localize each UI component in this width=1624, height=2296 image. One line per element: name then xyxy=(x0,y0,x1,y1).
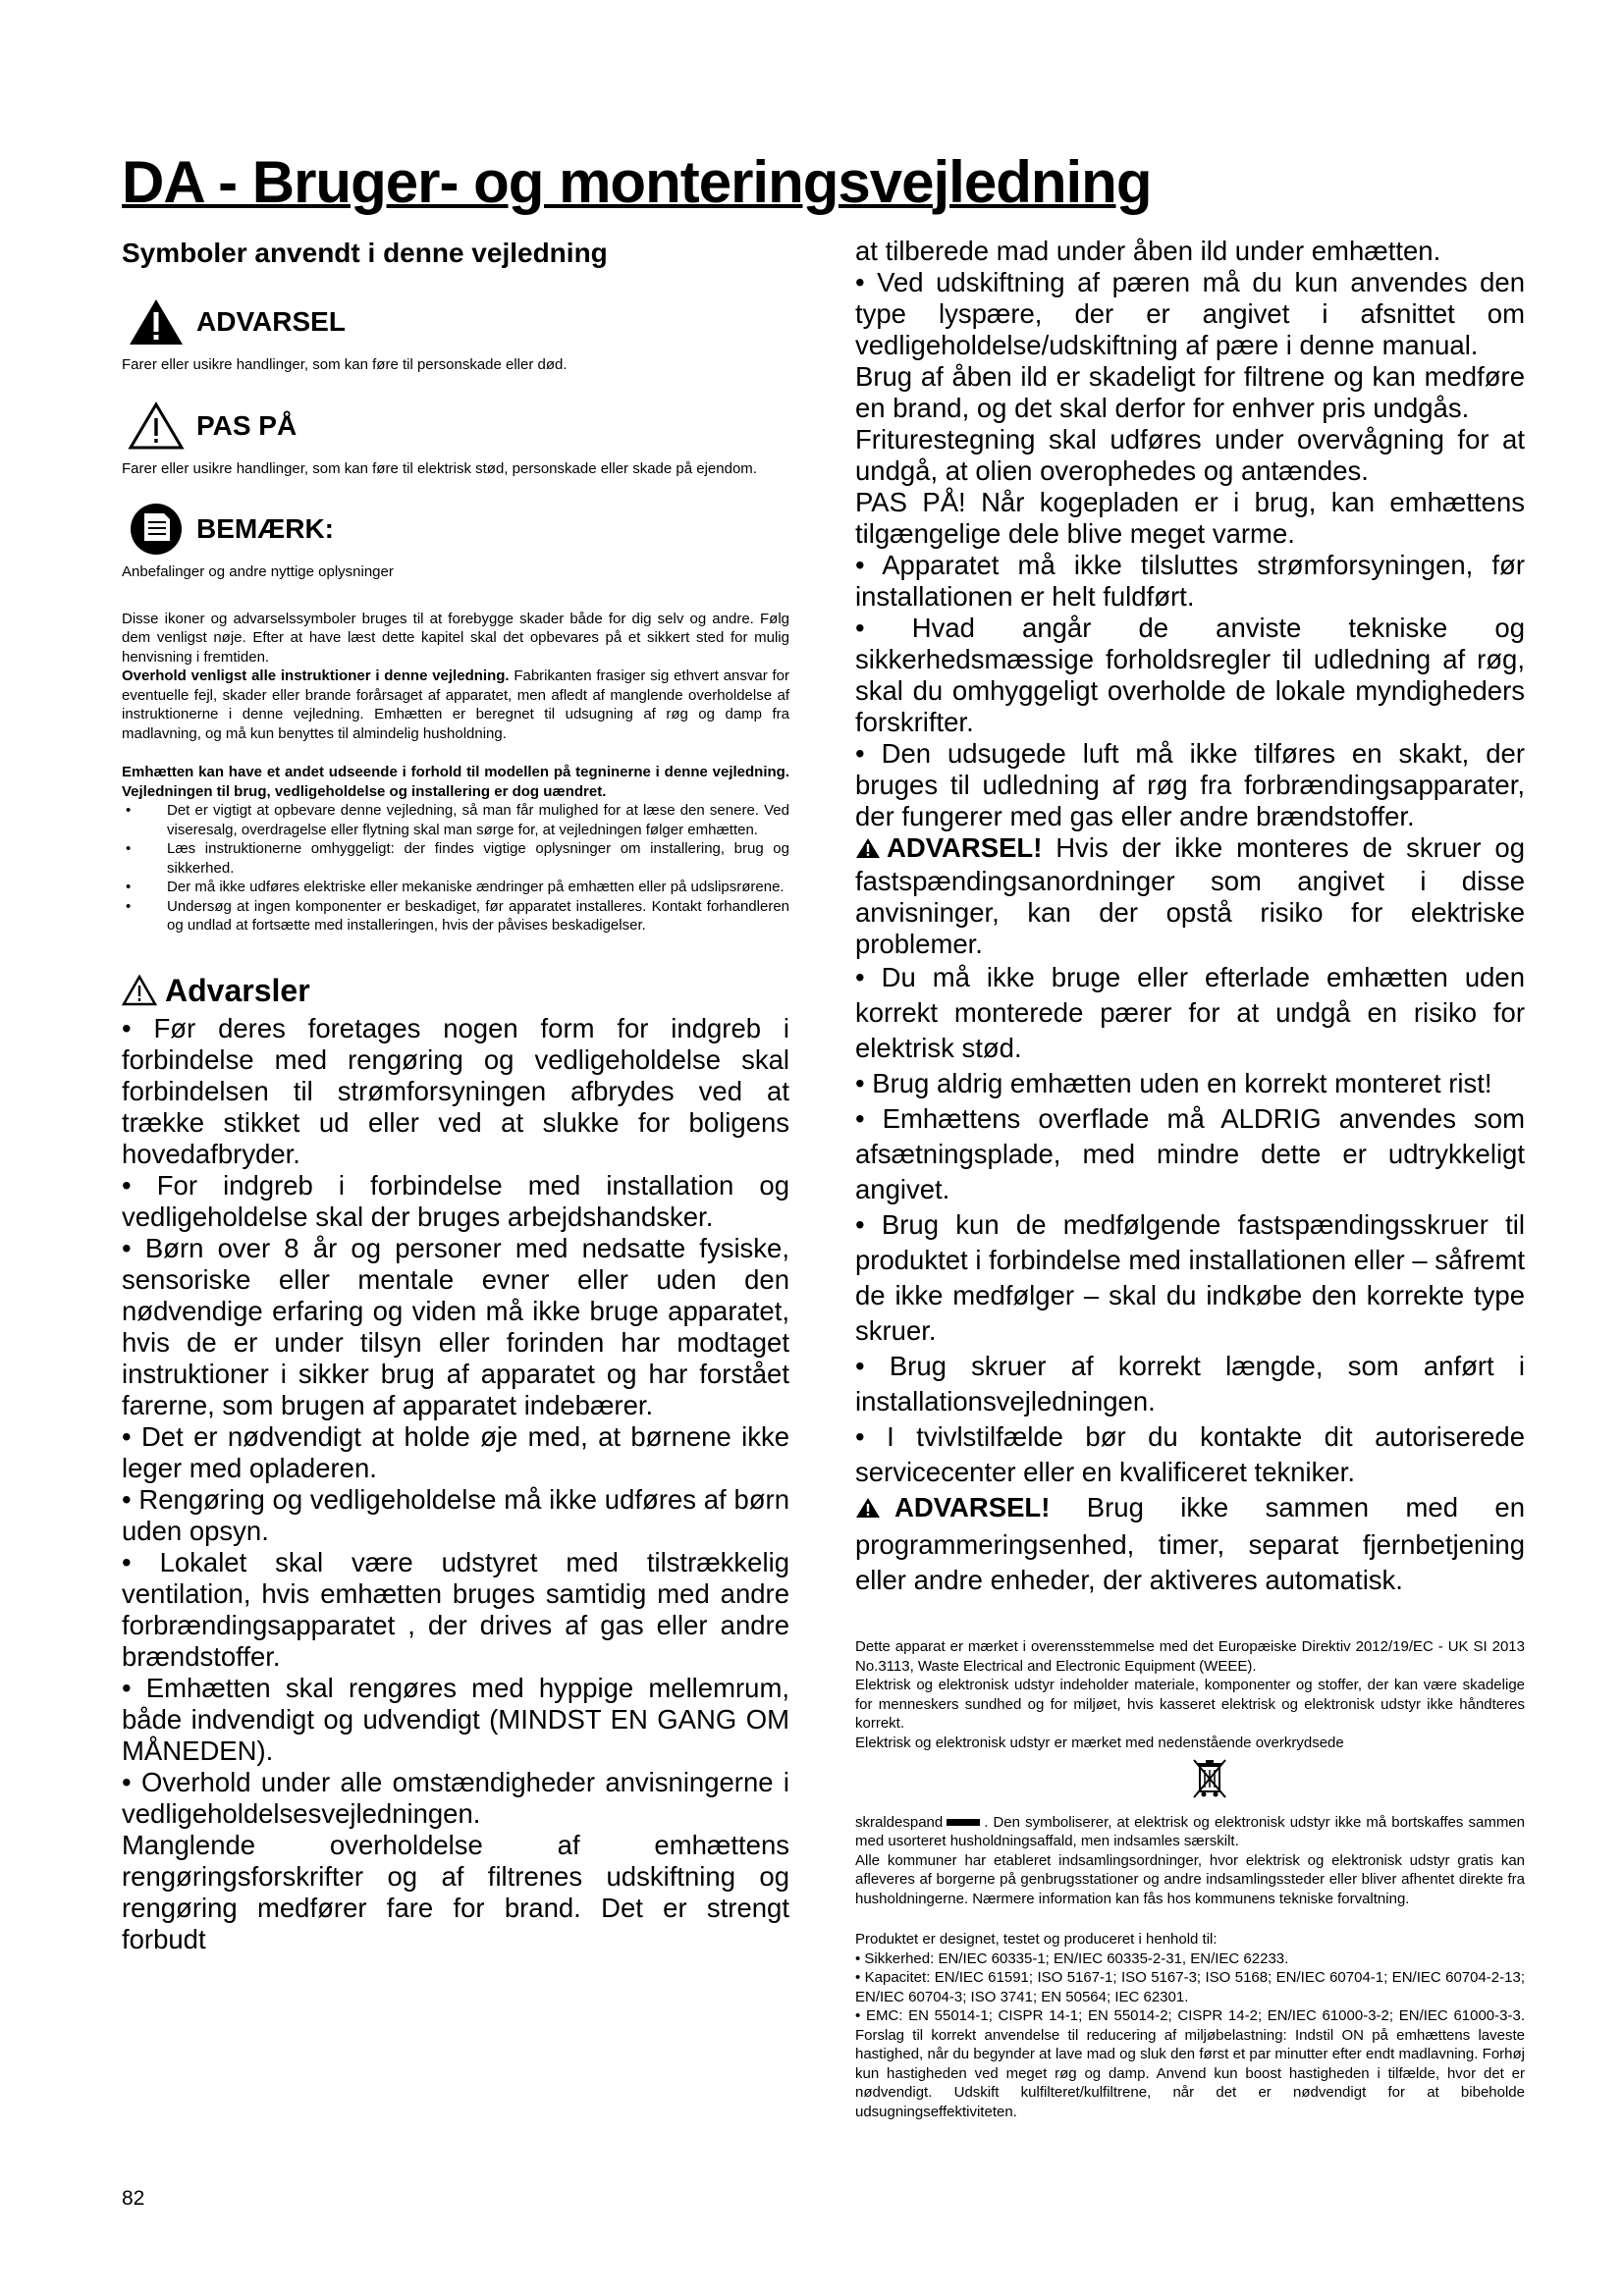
right-paragraph: • Hvad angår de anviste tekniske og sikkerhedsmæssige forholdsregler til udledning af røg, skal du omhyggeligt overholde de lokale myndigheders forskrifter. xyxy=(855,613,1525,737)
paspa-symbol-row xyxy=(122,399,789,454)
paspa-label: PAS PÅ xyxy=(196,409,298,441)
right-paragraph: • Brug kun de medfølgende fastspændingsskruer til produktet i forbindelse med installationen eller – såfremt de ikke medfølger – skal du indkøbe den korrekte type skruer. xyxy=(855,1209,1525,1346)
list-item: • Undersøg at ingen komponenter er beskadiget, før apparatet installeres. Kontakt forhandleren og undlad at fortsætte med installeringen, hvis der påvises beskadigelser. xyxy=(122,897,789,935)
right-paragraph: • Den udsugede luft må ikke tilføres en skakt, der bruges til udledning af røg fra forbrændingsapparater, der fungerer med gas eller andre brændstoffer. xyxy=(855,738,1525,831)
page-title: DA - Bruger- og monteringsvejledning xyxy=(122,149,1152,215)
advarsler-paragraph: • Før deres foretages nogen form for indgreb i forbindelse med rengøring og vedligeholdelse skal forbindelsen til strømforsyningen afbrydes ved at trække stikket ud eller ved at slukke for boligens hovedafbryder. xyxy=(122,1012,789,1169)
warning-outline-icon xyxy=(122,975,157,1006)
warning-outline-icon xyxy=(122,399,190,454)
advarsler-paragraph: • Det er nødvendigt at holde øje med, at børnene ikke leger med opladeren. xyxy=(122,1420,789,1483)
advarsler-paragraph: • Overhold under alle omstændigheder anvisningerne i vedligeholdelsesvejledningen. xyxy=(122,1766,789,1829)
weee-paragraph: Elektrisk og elektronisk udstyr indeholder materiale, komponenter og stoffer, der kan være skadelige for menneskers sundhed og for miljøet, hvis kasseret elektrisk og elektronisk udstyr ikke håndteres korrekt. xyxy=(855,1677,1525,1732)
crossed-bin-icon xyxy=(1190,1756,1229,1807)
weee-section xyxy=(855,1637,1525,2121)
intro-text xyxy=(122,610,789,802)
weee-paragraph: Dette apparat er mærket i overensstemmelse med det Europæiske Direktiv 2012/19/EC - UK SI 2013 No.3113, Waste Electrical and Electronic Equipment (WEEE). xyxy=(855,1638,1525,1675)
right-paragraph: • Apparatet må ikke tilsluttes strømforsyningen, før installationen er helt fuldført. xyxy=(855,550,1525,612)
warning-filled-icon xyxy=(122,294,190,349)
bemaerk-symbol-row xyxy=(122,502,789,557)
advarsler-heading: Advarsler xyxy=(122,973,789,1009)
warning-filled-icon xyxy=(855,1492,881,1527)
list-item: • Der må ikke udføres elektriske eller mekaniske ændringer på emhætten eller på udslipsrørene. xyxy=(122,878,789,897)
bemaerk-description: Anbefalinger og andre nyttige oplysninger xyxy=(122,563,394,580)
design-item: • EMC: EN 55014-1; CISPR 14-1; EN 55014-2; CISPR 14-2; EN/IEC 61000-3-2; EN/IEC 61000-3-3. Forslag til korrekt anvendelse til reducering af miljøbelastning: Indstil ON på emhættens laveste hastighed, når du begynder at lave mad og sluk den først et par minutter efter endt madlavning. Forhøj kun hastigheden ved meget røg og damp. Anvend kun boost hastigheden i tilfælde, hvor det er nødvendigt. Udskift kulfilteret/kulfiltrene, når det er nødvendigt for at bibeholde udsugningseffektiviteten. xyxy=(855,2007,1525,2120)
right-paragraph: • Brug aldrig emhætten uden en korrekt monteret rist! xyxy=(855,1068,1492,1098)
intro-paragraph-3: Emhætten kan have et andet udseende i forhold til modellen på tegninerne i denne vejledning. Vejledningen til brug, vedligeholdelse og installering er dog uændret. xyxy=(122,764,789,800)
intro-paragraph-2: Overhold venligst alle instruktioner i denne vejledning. Fabrikanten frasiger sig ethvert ansvar for eventuelle fejl, skader eller brande forårsaget af apparatet, men afledt af manglende overholdelse af instruktionerne i denne vejledning. Emhætten er beregnet til udsugning af røg og damp fra madlavning, og må kun benyttes til almindelig husholdning. xyxy=(122,667,789,742)
warning-paragraph-1: ADVARSEL! Hvis der ikke monteres de skruer og fastspændingsanordninger som angivet i disse anvisninger, kan der opstå risiko for elektriske problemer. xyxy=(855,832,1525,959)
list-item: • Det er vigtigt at opbevare denne vejledning, så man får mulighed for at læse den senere. Ved viseresalg, overdragelse eller flytning skal man sørge for, at vejledningen følger emhætten. xyxy=(122,801,789,839)
advarsel-symbol-row xyxy=(122,294,789,349)
weee-paragraph: Elektrisk og elektronisk udstyr er mærket med nedenstående overkrydsede xyxy=(855,1734,1344,1751)
advarsler-paragraph: • Lokalet skal være udstyret med tilstrækkelig ventilation, hvis emhætten bruges samtidig med andre forbrændingsapparatet , der drives af gas eller andre brændstoffer. xyxy=(122,1546,789,1672)
black-bar-icon xyxy=(947,1819,980,1826)
right-paragraph: • Brug skruer af korrekt længde, som anført i installationsvejledningen. xyxy=(855,1351,1525,1416)
list-item: • Læs instruktionerne omhyggeligt: der findes vigtige oplysninger om installering, brug og sikkerhed. xyxy=(122,839,789,878)
weee-paragraph: Alle kommuner har etableret indsamlingsordninger, hvor elektrisk og elektronisk udstyr gratis kan afleveres af borgerne på genbrugsstationer og andre indsamlingssteder eller bliver afhentet direkte fra husholdningerne. Nærmere information kan fås hos kommunens tekniske forvaltning. xyxy=(855,1851,1525,1907)
advarsel-label: ADVARSEL xyxy=(196,306,346,337)
bemaerk-label: BEMÆRK: xyxy=(196,513,334,544)
right-paragraph: • I tvivlstilfælde bør du kontakte dit autoriserede servicecenter eller en kvalificeret tekniker. xyxy=(855,1421,1525,1487)
right-paragraph: • Emhættens overflade må ALDRIG anvendes som afsætningsplade, med mindre dette er udtrykkeligt angivet. xyxy=(855,1103,1525,1204)
right-paragraph: Brug af åben ild er skadeligt for filtrene og kan medføre en brand, og det skal derfor for enhver pris undgås. xyxy=(855,361,1525,423)
right-paragraph: Friturestegning skal udføres under overvågning for at undgå, at olien overophedes og antændes. xyxy=(855,424,1525,486)
advarsler-paragraph: Manglende overholdelse af emhættens rengøringsforskrifter og af filtrenes udskiftning og rengøring medfører fare for brand. Det er strengt forbudt xyxy=(122,1829,789,1954)
right-column xyxy=(855,236,1525,2121)
advarsler-paragraph: • Emhætten skal rengøres med hyppige mellemrum, både indvendigt og udvendigt (MINDST EN GANG OM MÅNEDEN). xyxy=(122,1672,789,1766)
advarsler-paragraph: • For indgreb i forbindelse med installation og vedligeholdelse skal der bruges arbejdshandsker. xyxy=(122,1169,789,1232)
design-intro: Produktet er designet, testet og produceret i henhold til: xyxy=(855,1931,1218,1948)
design-item: • Kapacitet: EN/IEC 61591; ISO 5167-1; ISO 5167-3; ISO 5168; EN/IEC 60704-1; EN/IEC 60704-2-13; EN/IEC 60704-3; ISO 3741; EN 50564; IEC 62301. xyxy=(855,1969,1525,2005)
right-paragraph: at tilberede mad under åben ild under emhætten. xyxy=(855,236,1441,266)
intro-paragraph-1: Disse ikoner og advarselssymboler bruges til at forebygge skader både for dig selv og andre. Følg dem venligst nøje. Efter at have læst dette kapitel skal det opbevares på et sikkert sted for mulig henvisning i fremtiden. xyxy=(122,610,789,666)
right-paragraph: • Du må ikke bruge eller efterlade emhætten uden korrekt monterede pærer for at undgå en risiko for elektrisk stød. xyxy=(855,962,1525,1063)
advarsler-text xyxy=(122,1013,789,1955)
weee-paragraph: skraldespand . Den symboliserer, at elektrisk og elektronisk udstyr ikke må bortskaffes sammen med usorteret husholdningsaffald, men indsamles særskilt. xyxy=(855,1813,1525,1849)
intro-bullet-list xyxy=(122,801,789,935)
advarsler-paragraph: • Rengøring og vedligeholdelse må ikke udføres af børn uden opsyn. xyxy=(122,1483,789,1546)
right-text-top xyxy=(855,236,1525,960)
page-number: 82 xyxy=(122,2187,145,2210)
advarsel-description: Farer eller usikre handlinger, som kan føre til personskade eller død. xyxy=(122,356,568,373)
note-icon xyxy=(122,502,190,557)
design-item: • Sikkerhed: EN/IEC 60335-1; EN/IEC 60335-2-31, EN/IEC 62233. xyxy=(855,1949,1289,1967)
warning-paragraph-2: ADVARSEL! Brug ikke sammen med en programmeringsenhed, timer, separat fjernbetjening eller andre enheder, der aktiveres automatisk. xyxy=(855,1492,1525,1595)
warning-filled-icon xyxy=(855,834,881,866)
left-column xyxy=(122,228,789,1955)
advarsler-paragraph: • Børn over 8 år og personer med nedsatte fysiske, sensoriske eller mentale evner eller uden den nødvendige erfaring og viden må ikke bruge apparatet, hvis de er under tilsyn eller forinden har modtaget instruktioner i sikker brug af apparatet og har forstået farerne, som brugen af apparatet indebærer. xyxy=(122,1232,789,1420)
right-paragraph: PAS PÅ! Når kogepladen er i brug, kan emhættens tilgængelige dele blive meget varme. xyxy=(855,487,1525,549)
right-paragraph: • Ved udskiftning af pæren må du kun anvendes den type lyspære, der er angivet i afsnittet om vedligeholdelse/udskiftning af pære i denne manual. xyxy=(855,267,1525,360)
right-text-mid xyxy=(855,960,1525,1598)
symbols-heading: Symboler anvendt i denne vejledning xyxy=(122,238,608,268)
paspa-description: Farer eller usikre handlinger, som kan føre til elektrisk stød, personskade eller skade på ejendom. xyxy=(122,459,757,477)
